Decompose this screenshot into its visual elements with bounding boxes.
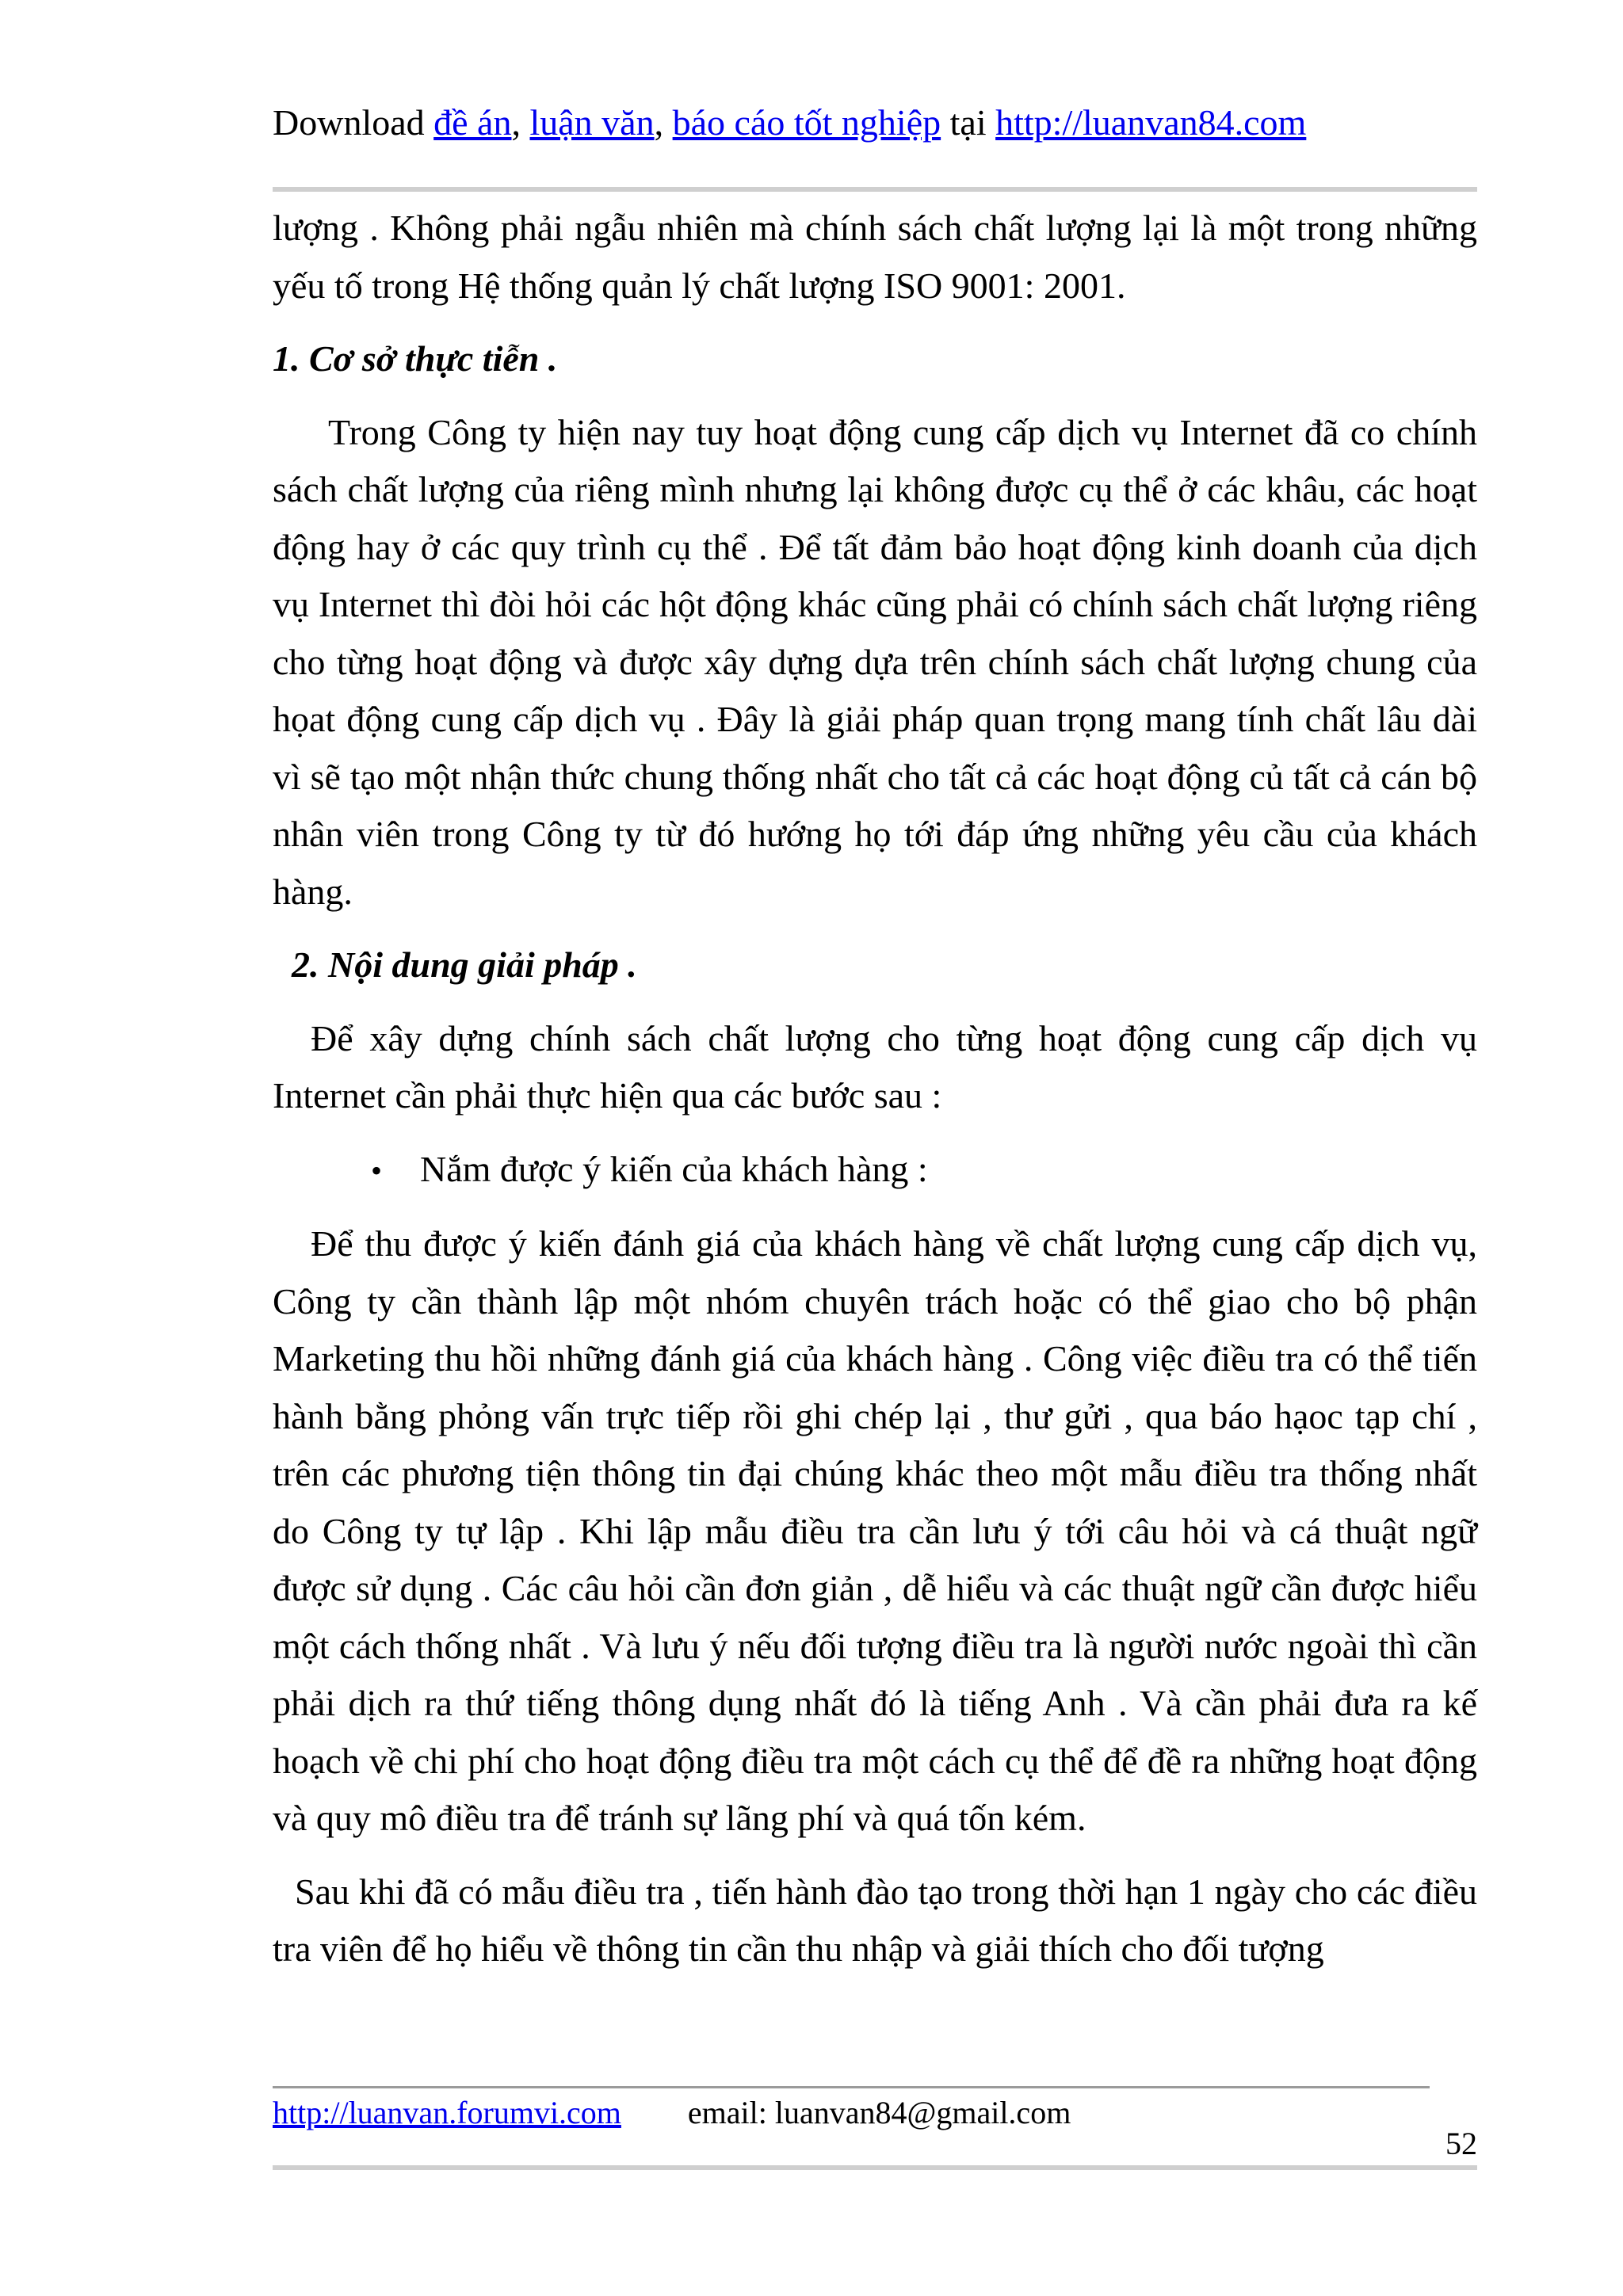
bullet-item-text: Nắm được ý kiến của khách hàng : (420, 1148, 928, 1189)
link-luanvan84[interactable]: http://luanvan84.com (995, 102, 1307, 143)
bullet-item (273, 1141, 1477, 1200)
link-bao-cao-tot-nghiep[interactable]: báo cáo tốt nghiệp (672, 102, 941, 143)
spacer (273, 994, 1477, 1010)
paragraph-customer-feedback: Để thu được ý kiến đánh giá của khách hàng về chất lượng cung cấp dịch vụ, Công ty cần thành lập một nhóm chuyên trách hoặc có thể giao cho bộ phận Marketing thu hồi những đánh giá của khách hàng . Công việc điều tra có thể tiến hành bằng phỏng vấn trực tiếp rồi ghi chép lại , thư gửi , qua báo hạoc tạp chí , trên các phương tiện thông tin đại chúng khác theo một mẫu điều tra thống nhất do Công ty tự lập . Khi lập mẫu điều tra cần lưu ý tới câu hỏi và cá thuật ngữ được sử dụng . Các câu hỏi cần đơn giản , dễ hiểu và các thuật ngữ cần được hiểu một cách thống nhất . Và lưu ý nếu đối tượng điều tra là người nước ngoài thì cần phải dịch ra thứ tiếng thông dụng nhất đó là tiếng Anh . Và cần phải đưa ra kế hoạch về chi phí cho hoạt động điều tra một cách cụ thể để đề ra những hoạt động và quy mô điều tra để tránh sự lãng phí và quá tốn kém. (273, 1223, 1477, 1838)
footer-divider-top (273, 2086, 1430, 2088)
header-divider (273, 187, 1477, 192)
page-number: 52 (1445, 2126, 1477, 2161)
footer-divider-bottom (273, 2165, 1477, 2170)
spacer (273, 388, 1477, 404)
link-de-an[interactable]: đề án (433, 102, 512, 143)
paragraph-practical-basis: Trong Công ty hiện nay tuy hoạt động cung cấp dịch vụ Internet đã co chính sách chất lượng của riêng mình nhưng lại không được cụ thể ở các khâu, các hoạt động hay ở các quy trình cụ thể . Để tất đảm bảo hoạt động kinh doanh của dịch vụ Internet thì đòi hỏi các hột động khác cũng phải có chính sách chất lượng riêng cho từng hoạt động và được xây dựng dựa trên chính sách chất lượng chung của họat động cung cấp dịch vụ . Đây là giải pháp quan trọng mang tính chất lâu dài vì sẽ tạo một nhận thức chung thống nhất cho tất cả các hoạt động củ tất cả cán bộ nhân viên trong Công ty từ đó hướng họ tới đáp ứng những yêu cầu của khách hàng. (273, 411, 1477, 912)
paragraph-continuation: lượng . Không phải ngẫu nhiên mà chính sách chất lượng lại là một trong những yếu tố trong Hệ thống quản lý chất lượng ISO 9001: 2001. (273, 208, 1477, 306)
spacer (273, 1848, 1477, 1863)
download-header (273, 95, 1477, 151)
page-footer (273, 2089, 1477, 2137)
footer-email: email: luanvan84@gmail.com (687, 2095, 1071, 2130)
paragraph-solution-intro: Để xây dựng chính sách chất lượng cho từng hoạt động cung cấp dịch vụ Internet cần phải thực hiện qua các bước sau : (273, 1017, 1477, 1116)
bullet-icon: • (371, 1152, 383, 1188)
link-luan-van[interactable]: luận văn (529, 102, 655, 143)
spacer (273, 921, 1477, 936)
spacer (273, 1125, 1477, 1141)
paragraph-survey-training: Sau khi đã có mẫu điều tra , tiến hành đào tạo trong thời hạn 1 ngày cho các điều tra viên để họ hiểu về thông tin cần thu nhập và giải thích cho đối tượng (273, 1871, 1477, 1969)
header-prefix: Download (273, 102, 434, 143)
footer-forum-link[interactable]: http://luanvan.forumvi.com (273, 2095, 621, 2130)
section-heading-2: 2. Nội dung giải pháp . (292, 944, 637, 985)
header-sep-1: , (511, 102, 530, 143)
spacer (273, 315, 1477, 330)
section-heading-1: 1. Cơ sở thực tiễn . (273, 338, 558, 379)
spacer (273, 1199, 1477, 1215)
header-mid: tại (941, 102, 996, 143)
header-sep-2: , (654, 102, 673, 143)
document-body (273, 200, 1477, 1978)
